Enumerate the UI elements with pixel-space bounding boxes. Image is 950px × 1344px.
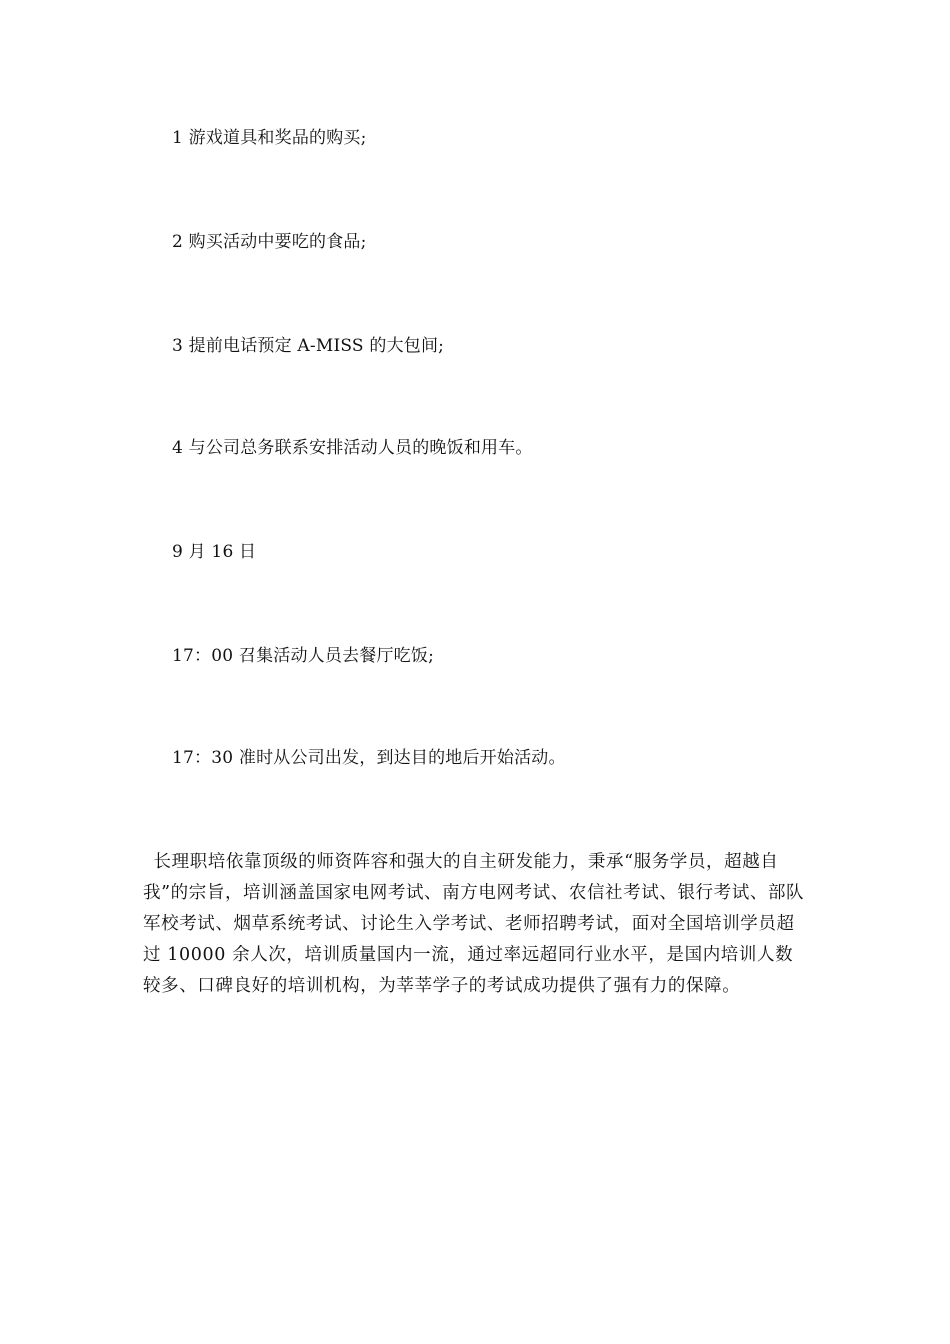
schedule-item-4: 4 与公司总务联系安排活动人员的晚饭和用车。 bbox=[172, 438, 533, 458]
schedule-item-1: 1 游戏道具和奖品的购买; bbox=[172, 128, 367, 148]
schedule-item-time-1700: 17：00 召集活动人员去餐厅吃饭; bbox=[172, 646, 434, 666]
schedule-date: 9 月 16 日 bbox=[172, 542, 257, 562]
schedule-item-time-1730: 17：30 准时从公司出发，到达目的地后开始活动。 bbox=[172, 748, 566, 768]
schedule-item-3: 3 提前电话预定 A-MISS 的大包间; bbox=[172, 336, 445, 356]
schedule-item-2: 2 购买活动中要吃的食品; bbox=[172, 232, 367, 252]
promo-paragraph: 长理职培依靠顶级的师资阵容和强大的自主研发能力，秉承“服务学员，超越自我”的宗旨，培训涵盖国家电网考试、南方电网考试、农信社考试、银行考试、部队军校考试、烟草系统考试、讨论生入学考试、老师招聘考试，面对全国培训学员超过 10000 余人次，培训质量国内一流，通过率远超同行业水平，是国内培训人数较多、口碑良好的培训机构，为莘莘学子的考试成功提供了强有力的保障。 bbox=[143, 852, 805, 996]
